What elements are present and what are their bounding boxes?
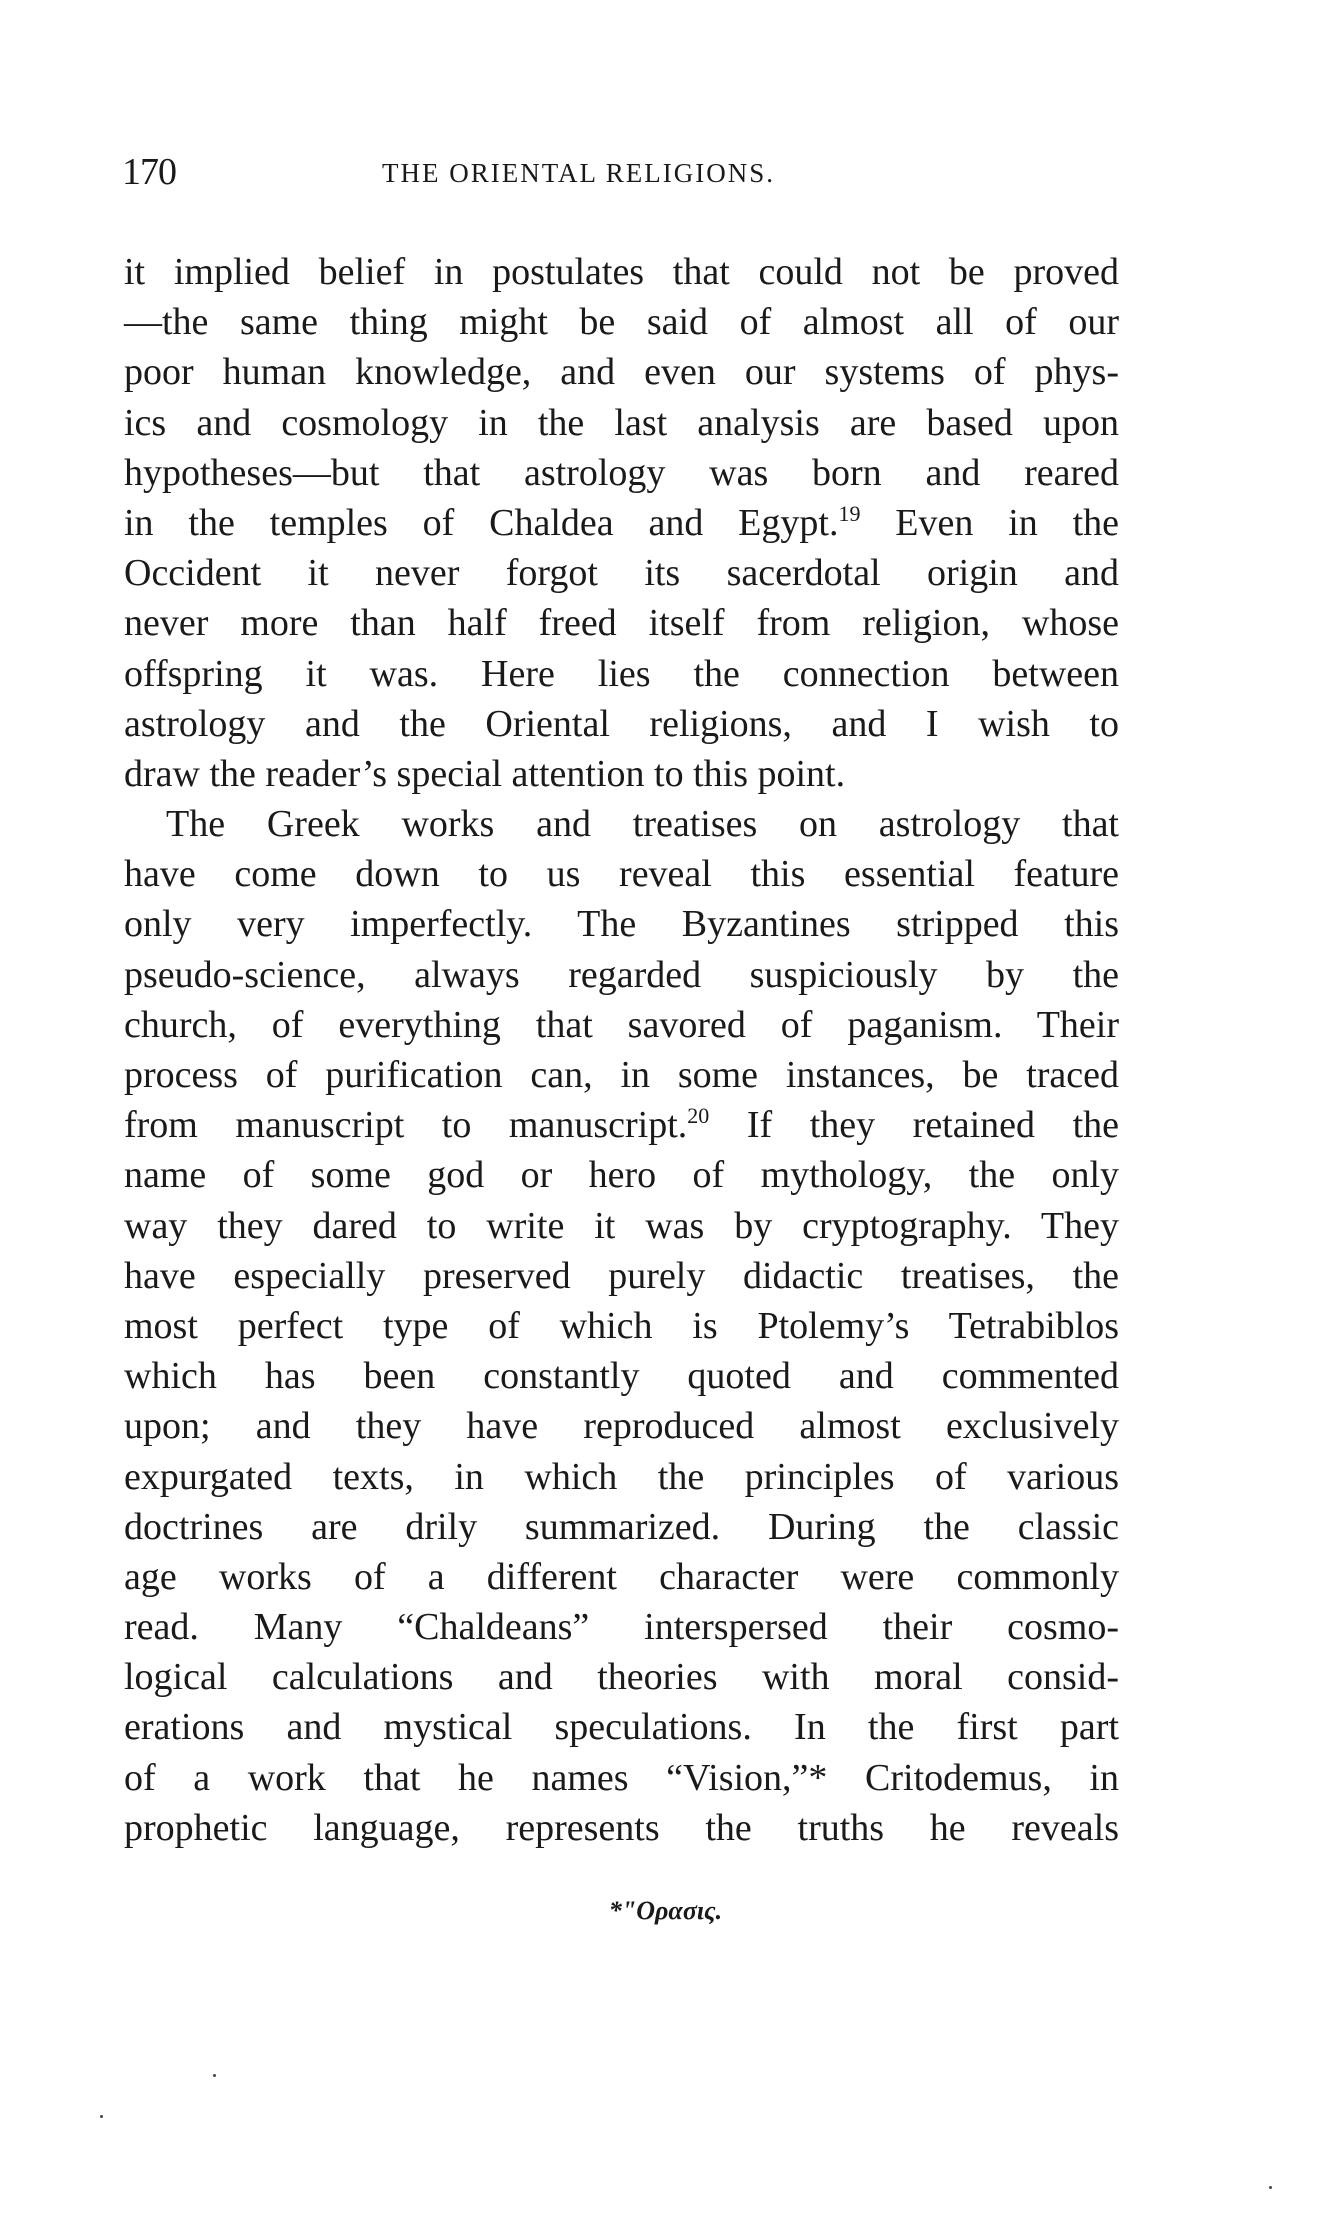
text-line-content: prophetic language, represents the truths he reveals <box>124 1806 1119 1849</box>
text-line-continuation: If they retained the <box>709 1104 1120 1147</box>
text-line <box>124 950 1119 1000</box>
text-line <box>124 347 1119 397</box>
text-line-content: ics and cosmology in the last analysis are based upon <box>124 401 1119 444</box>
text-line <box>124 1803 1119 1853</box>
text-line-content: astrology and the Oriental religions, and I wish to <box>124 702 1119 745</box>
scan-speck <box>100 2115 103 2118</box>
text-line-content: expurgated texts, in which the principles of various <box>124 1455 1119 1498</box>
text-line <box>124 1452 1119 1502</box>
text-line <box>124 899 1119 949</box>
body-text <box>124 247 1119 1853</box>
text-line <box>124 1150 1119 1200</box>
text-line <box>124 1201 1119 1251</box>
text-line <box>124 1502 1119 1552</box>
text-line <box>124 1000 1119 1050</box>
text-line-content: which has been constantly quoted and commented <box>124 1355 1119 1398</box>
text-line-content: poor human knowledge, and even our systems of phys- <box>124 351 1119 394</box>
text-line <box>124 1652 1119 1702</box>
running-title: THE ORIENTAL RELIGIONS. <box>382 158 776 188</box>
scan-speck <box>1269 2186 1272 2189</box>
text-line <box>124 1251 1119 1301</box>
text-line <box>124 799 1119 849</box>
text-line-content: erations and mystical speculations. In the first part <box>124 1706 1119 1749</box>
text-line-content: logical calculations and theories with moral consid- <box>124 1656 1119 1699</box>
page-number: 170 <box>122 151 176 193</box>
text-line-content: read. Many “Chaldeans” interspersed their cosmo- <box>124 1606 1119 1649</box>
text-line-content: it implied belief in postulates that could not be proved <box>124 251 1119 293</box>
footnote-reference: 20 <box>687 1103 710 1129</box>
text-line <box>124 448 1119 498</box>
text-line-content: of a work that he names “Vision,”* Critodemus, in <box>124 1756 1119 1799</box>
footnote: *"Ορασις. <box>608 1896 723 1925</box>
text-line-content: never more than half freed itself from religion, whose <box>124 602 1119 645</box>
text-line <box>124 1301 1119 1351</box>
text-line <box>124 1050 1119 1100</box>
text-line <box>124 1401 1119 1451</box>
text-line-content: from manuscript to manuscript. <box>124 1104 688 1147</box>
text-line-content: hypotheses—but that astrology was born and reared <box>124 451 1119 494</box>
text-line-content: pseudo-science, always regarded suspiciously by the <box>124 953 1119 996</box>
text-line-continuation: Even in the <box>860 501 1120 544</box>
text-line <box>124 749 1119 799</box>
text-line-content: most perfect type of which is Ptolemy’s Tetrabiblos <box>124 1304 1119 1347</box>
text-line-content: age works of a different character were commonly <box>124 1555 1119 1598</box>
text-line <box>124 1351 1119 1401</box>
text-line <box>124 548 1119 598</box>
text-line <box>124 1602 1119 1652</box>
text-line-content: Occident it never forgot its sacerdotal origin and <box>124 552 1119 595</box>
text-line-content: church, of everything that savored of paganism. Their <box>124 1003 1119 1046</box>
text-line-content: way they dared to write it was by cryptography. They <box>124 1204 1119 1247</box>
text-line <box>124 649 1119 699</box>
footnote-reference: 19 <box>838 500 861 526</box>
text-line-content: offspring it was. Here lies the connection between <box>124 652 1119 695</box>
text-line <box>124 297 1119 347</box>
text-line-content: —the same thing might be said of almost all of our <box>124 301 1119 344</box>
text-line-content: process of purification can, in some instances, be traced <box>124 1054 1119 1096</box>
text-line <box>124 498 1119 548</box>
text-line-content: upon; and they have reproduced almost exclusively <box>124 1405 1119 1448</box>
running-head <box>122 150 1122 200</box>
text-line-content: have especially preserved purely didactic treatises, the <box>124 1254 1119 1297</box>
text-line <box>124 1753 1119 1803</box>
text-line <box>124 1100 1119 1150</box>
text-line <box>124 699 1119 749</box>
text-line <box>124 849 1119 899</box>
text-line <box>124 247 1119 297</box>
text-line-content: name of some god or hero of mythology, the only <box>124 1154 1119 1197</box>
text-line <box>124 1552 1119 1602</box>
text-line-content: have come down to us reveal this essential feature <box>124 853 1119 896</box>
text-line-content: in the temples of Chaldea and Egypt. <box>124 501 839 544</box>
text-line-content: The Greek works and treatises on astrology that <box>166 803 1119 846</box>
text-line <box>124 398 1119 448</box>
text-line-content: draw the reader’s special attention to this point. <box>124 752 846 795</box>
text-line-content: doctrines are drily summarized. During the classic <box>124 1505 1119 1548</box>
text-line <box>124 598 1119 648</box>
text-line-content: only very imperfectly. The Byzantines stripped this <box>124 903 1119 946</box>
scan-speck <box>213 2074 216 2077</box>
text-line <box>124 1702 1119 1752</box>
